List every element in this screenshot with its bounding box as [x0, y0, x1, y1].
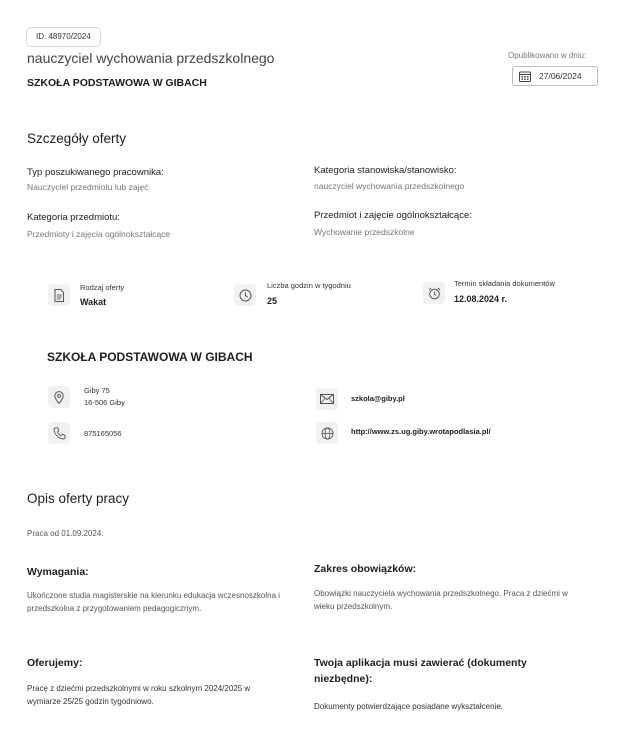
deadline-label: Termin składania dokumentów [454, 279, 555, 288]
school-address [84, 385, 125, 409]
phone-icon [48, 422, 70, 444]
alarm-clock-icon [423, 282, 445, 304]
description-heading: Opis oferty pracy [27, 491, 130, 506]
job-title: nauczyciel wychowania przedszkolnego [27, 50, 275, 66]
offer-id-badge: ID: 48970/2024 [26, 27, 101, 47]
field-label-employee-type: Typ poszukiwanego pracownika: [27, 167, 164, 178]
address-line-2: 16-506 Giby [84, 398, 125, 407]
document-icon [48, 284, 70, 306]
hours-per-week-label: Liczba godzin w tygodniu [267, 281, 351, 290]
deadline-value: 12.08.2024 r. [454, 294, 508, 304]
duties-text: Obowiązki nauczyciela wychowania przedszkolnego. Praca z dziećmi w wieku przedszkolnym. [314, 589, 568, 611]
field-label-subject-category: Kategoria przedmiotu: [27, 212, 120, 223]
hours-per-week-value: 25 [267, 296, 278, 306]
address-line-1: Giby 75 [84, 386, 110, 395]
envelope-icon [316, 388, 338, 410]
field-value-subject-category: Przedmioty i zajęcia ogólnokształcące [27, 229, 171, 239]
school-name-header: SZKOŁA PODSTAWOWA W GIBACH [27, 77, 207, 89]
requirements-label: Wymagania: [27, 566, 89, 578]
application-text: Dokumenty potwierdzające posiadane wykształcenie. [314, 702, 503, 711]
details-heading: Szczegóły oferty [27, 131, 127, 146]
clock-icon [234, 284, 256, 306]
offer-type-value: Wakat [80, 297, 107, 307]
school-phone[interactable]: 875165056 [84, 429, 122, 438]
field-label-position-category: Kategoria stanowiska/stanowisko: [314, 165, 457, 176]
offer-type-label: Rodzaj oferty [80, 283, 125, 292]
field-value-position-category: nauczyciel wychowania przedszkolnego [314, 181, 465, 191]
location-pin-icon [48, 386, 70, 408]
published-date-box [512, 66, 598, 86]
field-label-subject: Przedmiot i zajęcie ogólnokształcące: [314, 210, 472, 221]
school-website-link[interactable]: http://www.zs.ug.giby.wrotapodlasia.pl/ [351, 427, 491, 436]
school-email-link[interactable]: szkola@giby.pl [351, 394, 405, 403]
description-intro: Praca od 01.09.2024. [27, 529, 104, 538]
globe-icon [316, 422, 338, 444]
duties-label: Zakres obowiązków: [314, 563, 417, 575]
published-label: Opublikowano w dniu: [508, 51, 587, 60]
requirements-text: Ukończone studia magisterskie na kierunku edukacja wczesnoszkolna i przedszkolna z przygotowaniem pedagogicznym. [27, 591, 281, 613]
calendar-icon [519, 71, 531, 82]
offer-label: Oferujemy: [27, 657, 83, 669]
offer-text: Pracę z dziećmi przedszkolnymi w roku szkolnym 2024/2025 w wymiarze 25/25 godzin tygodniowo. [27, 684, 251, 706]
school-section-title: SZKOŁA PODSTAWOWA W GIBACH [47, 350, 253, 364]
published-date: 27/06/2024 [539, 71, 582, 81]
field-value-subject: Wychowanie przedszkolne [314, 227, 415, 237]
application-label: Twoja aplikacja musi zawierać (dokumenty niezbędne): [314, 657, 527, 685]
field-value-employee-type: Nauczyciel przedmiotu lub zajęć [27, 182, 149, 192]
